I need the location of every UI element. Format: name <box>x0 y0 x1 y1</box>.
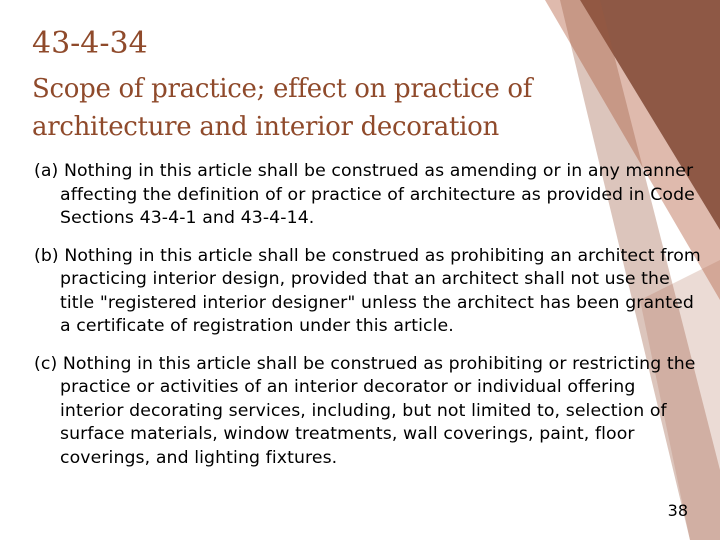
paragraph-c: (c) Nothing in this article shall be construed as prohibiting or restricting the practice or activities of an interior decorator or individual offering interior decorating services, including, but not limited to, selection of surface materials, window treatments, wall coverings, paint, floor coverings, and lighting fixtures. <box>34 353 696 468</box>
slide-body <box>34 160 704 484</box>
page-number: 38 <box>667 501 688 520</box>
slide-title: Scope of practice; effect on practice of architecture and interior decoration <box>32 74 533 142</box>
paragraph-b: (b) Nothing in this article shall be construed as prohibiting an architect from practicing interior design, provided that an architect shall not use the title "registered interior designer" unless the architect has been granted a certificate of registration under this article. <box>34 245 701 336</box>
paragraph-a: (a) Nothing in this article shall be construed as amending or in any manner affecting the definition of or practice of architecture as provided in Code Sections 43-4-1 and 43-4-14. <box>34 161 695 228</box>
slide-number-title: 43-4-34 <box>32 26 148 61</box>
